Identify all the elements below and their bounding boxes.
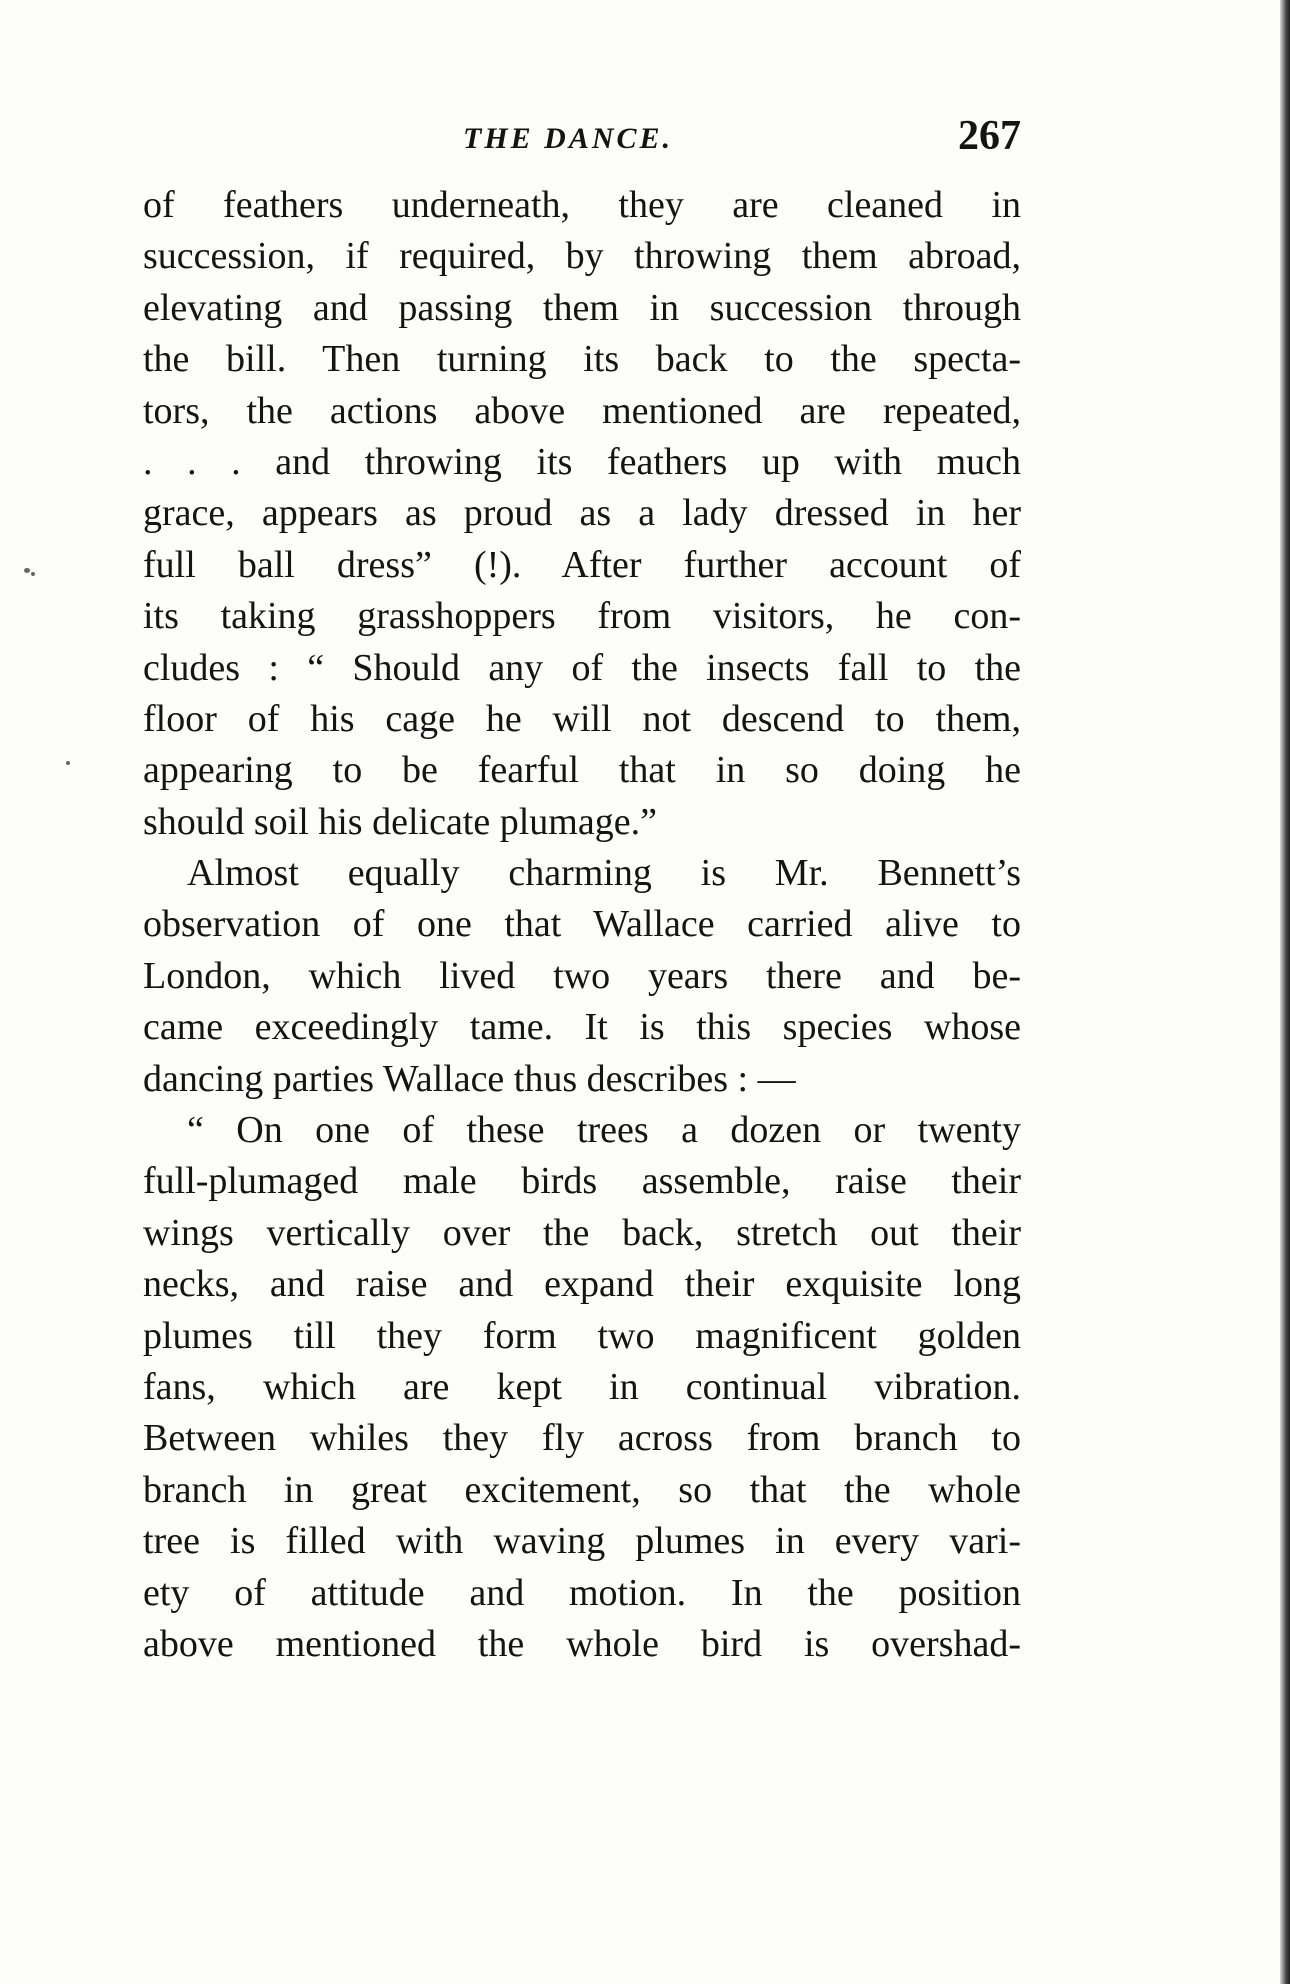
text-line: floor of his cage he will not descend to them,: [143, 697, 1021, 740]
text-line: appearing to be fearful that in so doing he: [143, 749, 1021, 792]
text-line: Almost equally charming is Mr. Bennett’s: [187, 852, 1021, 895]
text-line: branch in great excitement, so that the whole: [143, 1468, 1021, 1511]
text-line: observation of one that Wallace carried alive to: [143, 903, 1021, 946]
text-line: its taking grasshoppers from visitors, he con-: [143, 595, 1021, 638]
running-head: [143, 112, 1021, 168]
print-speck: [66, 761, 70, 765]
text-line: the bill. Then turning its back to the specta-: [143, 338, 1021, 381]
text-line: came exceedingly tame. It is this species whose: [143, 1006, 1021, 1049]
text-line: dancing parties Wallace thus describes : —: [143, 1057, 796, 1100]
text-line: full-plumaged male birds assemble, raise their: [143, 1160, 1021, 1203]
text-line: full ball dress” (!). After further account of: [143, 543, 1021, 586]
text-line: above mentioned the whole bird is overshad-: [143, 1622, 1021, 1665]
text-line: Between whiles they fly across from branch to: [143, 1417, 1021, 1460]
text-line: tree is filled with waving plumes in every vari-: [143, 1520, 1021, 1563]
running-head-title: THE DANCE.: [463, 122, 674, 155]
text-line: cludes : “ Should any of the insects fall to the: [143, 646, 1021, 689]
text-line: fans, which are kept in continual vibration.: [143, 1365, 1021, 1408]
text-line: wings vertically over the back, stretch out their: [143, 1211, 1021, 1254]
text-line: . . . and throwing its feathers up with much: [143, 440, 1021, 483]
text-line: London, which lived two years there and be-: [143, 954, 1021, 997]
body-text: [143, 180, 1021, 1670]
print-speck: [24, 568, 30, 573]
text-line: succession, if required, by throwing them abroad,: [143, 235, 1021, 278]
text-line: should soil his delicate plumage.”: [143, 800, 657, 843]
binding-edge: [1280, 0, 1290, 1984]
text-line: “ On one of these trees a dozen or twenty: [187, 1109, 1021, 1152]
text-line: grace, appears as proud as a lady dressed in her: [143, 492, 1021, 535]
text-line: ety of attitude and motion. In the position: [143, 1571, 1021, 1614]
text-line: of feathers underneath, they are cleaned in: [143, 184, 1021, 226]
print-speck: [31, 572, 35, 576]
text-line: elevating and passing them in succession through: [143, 286, 1021, 329]
text-line: plumes till they form two magnificent golden: [143, 1314, 1021, 1357]
text-line: tors, the actions above mentioned are repeated,: [143, 389, 1021, 432]
page-number: 267: [958, 113, 1021, 159]
text-line: necks, and raise and expand their exquisite long: [143, 1263, 1021, 1306]
